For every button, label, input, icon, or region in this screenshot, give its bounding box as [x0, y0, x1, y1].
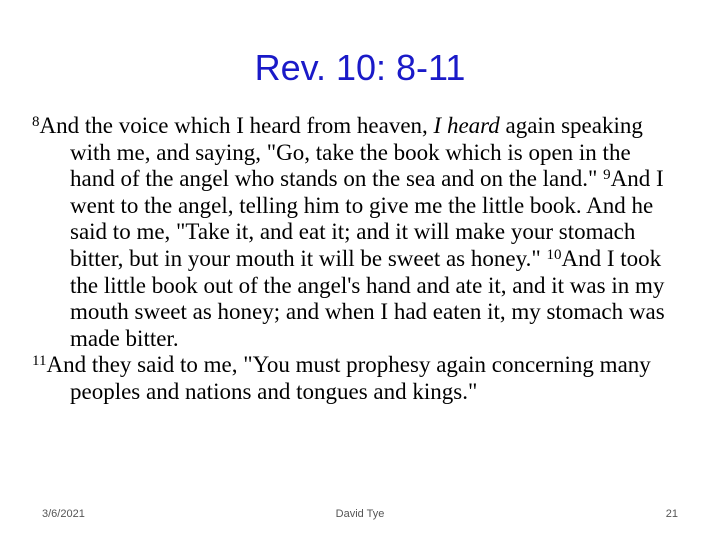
verse-text: And I took the little book out of the angel's hand and ate it, and it was in my mouth sweet as honey; and when I had eaten it, my stomach was made bitter.: [70, 245, 665, 351]
scripture-paragraph: [32, 113, 672, 352]
footer-date: 3/6/2021: [42, 508, 85, 520]
scripture-body: [32, 113, 672, 406]
verse-italic-text: I heard: [433, 113, 500, 138]
verse-text: And the voice which I heard from heaven,: [39, 113, 434, 138]
scripture-paragraph: [32, 352, 672, 405]
verse-text: again speaking with me, and saying, "Go, take the book which is open in the hand of the angel who stands on the sea and on the land.": [70, 113, 643, 192]
verse-number: 9: [603, 167, 611, 184]
footer-author: David Tye: [335, 508, 385, 520]
verse-number: 11: [32, 353, 47, 370]
verse-number: 10: [546, 246, 562, 263]
slide-title: Rev. 10: 8-11: [254, 47, 466, 88]
page-number: 21: [665, 508, 678, 520]
verse-number: 8: [32, 114, 40, 130]
verse-text: And they said to me, "You must prophesy again concerning many peoples and nations and tongues and kings.": [46, 352, 651, 404]
verse-text: And I went to the angel, telling him to give me the little book. And he said to me, "Take it, and eat it; and it will make your stomach bitter, but in your mouth it will be sweet as honey.": [70, 166, 664, 271]
